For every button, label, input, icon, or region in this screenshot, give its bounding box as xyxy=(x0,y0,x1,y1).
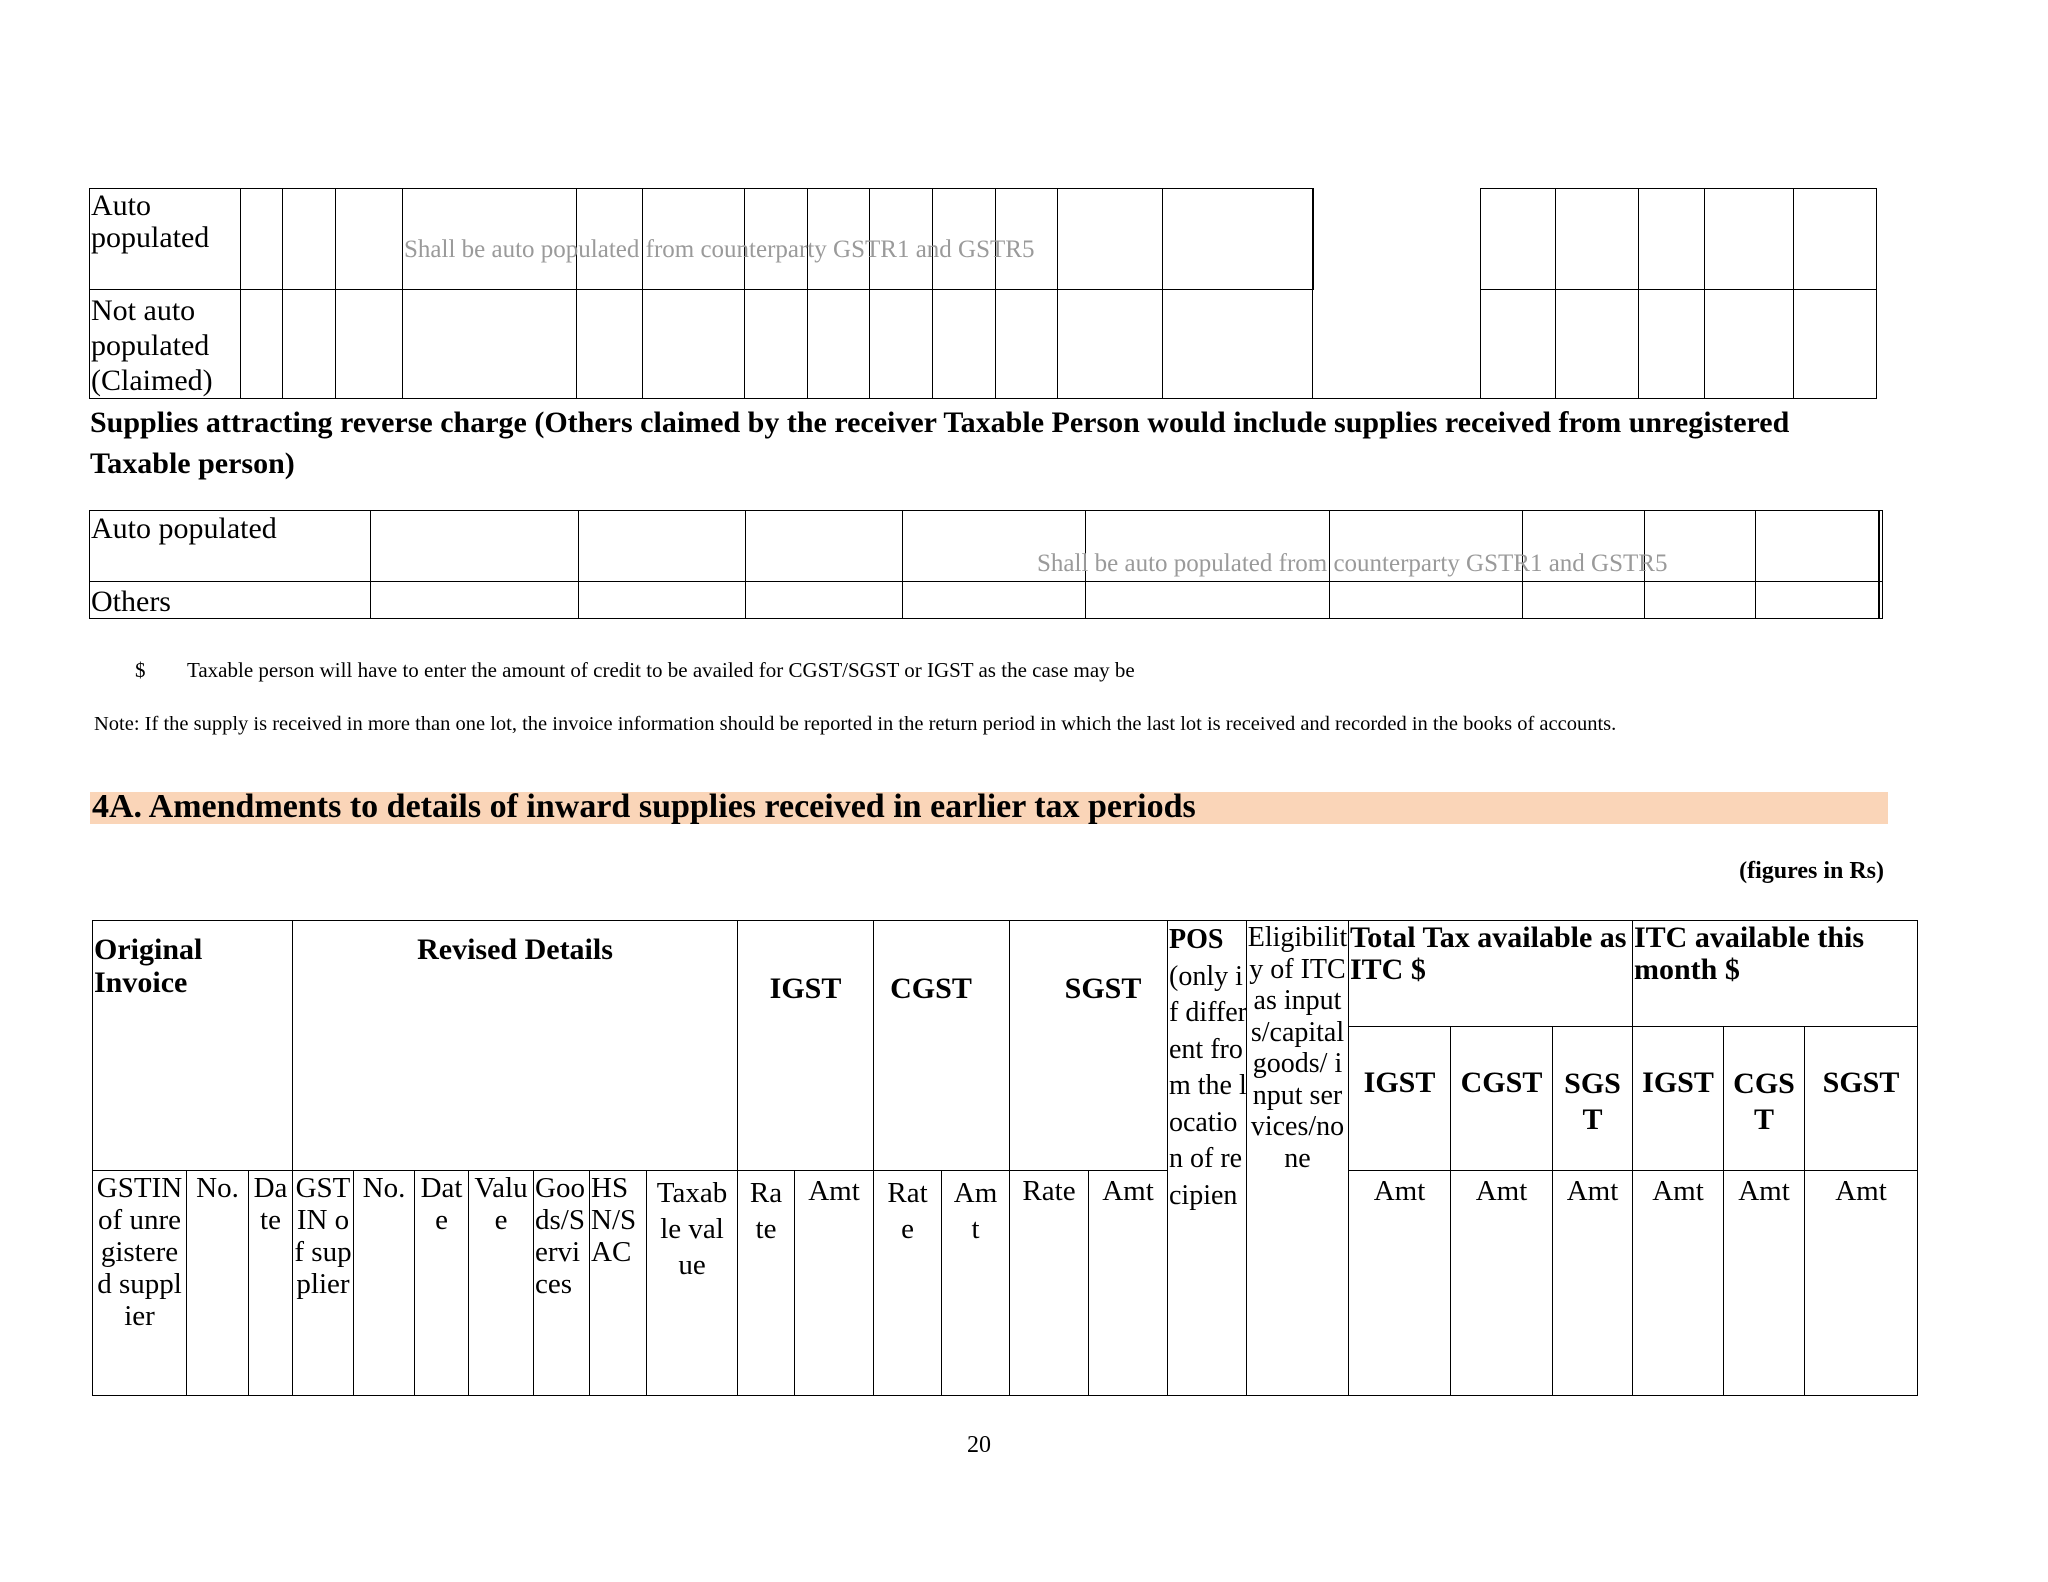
table-cell xyxy=(1162,289,1313,399)
table-cell xyxy=(745,581,903,619)
subheader-taxable-value: Taxable value xyxy=(656,1177,728,1281)
table-cell xyxy=(1638,289,1705,399)
subheader-goods-services: Goods/Services xyxy=(535,1172,585,1300)
row-label-not-auto-populated: Not auto populated (Claimed) xyxy=(91,294,213,397)
subheader-amt: Amt xyxy=(808,1175,860,1207)
header-total-sgst: SGST xyxy=(1564,1067,1621,1136)
table-cell xyxy=(578,510,746,582)
table-cell xyxy=(282,289,336,399)
table-cell xyxy=(335,289,403,399)
row-label-auto-populated: Auto populated xyxy=(91,512,277,545)
subheader-amt: Amt xyxy=(1652,1175,1704,1207)
table-cell xyxy=(869,289,933,399)
table-cell xyxy=(1162,188,1313,290)
subheader-value: Value xyxy=(474,1172,528,1236)
header-cgst: CGST xyxy=(890,972,972,1005)
table-cell xyxy=(642,289,745,399)
subheader-date: Date xyxy=(253,1172,288,1236)
header-original-invoice: Original Invoice xyxy=(94,933,203,999)
table-cell xyxy=(745,510,903,582)
subheader-amt: Amt xyxy=(953,1177,998,1245)
table-cell xyxy=(370,581,579,619)
dollar-symbol: $ xyxy=(135,658,146,682)
subheader-amt: Amt xyxy=(1102,1175,1154,1207)
header-eligibility: Eligibility of ITC as inputs/capital goods/ input services/none xyxy=(1247,922,1348,1174)
subheader-no: No. xyxy=(362,1172,406,1204)
subheader-date: Date xyxy=(420,1172,463,1236)
table-cell xyxy=(240,188,283,290)
subheader-rate: Rate xyxy=(887,1177,928,1245)
dollar-note: Taxable person will have to enter the amount of credit to be availed for CGST/SGST or IGST as the case may be xyxy=(187,658,1135,682)
auto-populated-watermark: Shall be auto populated from counterparty GSTR1 and GSTR5 xyxy=(1037,550,1668,577)
table-cell xyxy=(744,289,808,399)
table-cell xyxy=(902,581,1086,619)
subheader-amt: Amt xyxy=(1475,1175,1528,1207)
row-label-others: Others xyxy=(91,585,171,618)
subheader-hsn-sac: HSN/SAC xyxy=(591,1172,637,1268)
table-cell xyxy=(1522,581,1645,619)
table-cell xyxy=(1057,188,1163,290)
subheader-rate: Rate xyxy=(1022,1175,1076,1207)
supply-lot-note: Note: If the supply is received in more than one lot, the invoice information should be reported in the return period in which the last lot is received and recorded in the books of accounts. xyxy=(94,713,1617,735)
table-cell xyxy=(1312,289,1481,399)
subheader-rate: Rate xyxy=(749,1177,783,1245)
header-itc-cgst: CGST xyxy=(1733,1067,1795,1136)
header-itc-sgst: SGST xyxy=(1822,1066,1900,1099)
table-cell xyxy=(1480,188,1556,290)
page-number: 20 xyxy=(967,1432,991,1458)
table-cell xyxy=(335,188,403,290)
table-cell xyxy=(1644,581,1756,619)
section-4a-title: 4A. Amendments to details of inward supplies received in earlier tax periods xyxy=(92,788,1196,825)
header-pos: POS (only if different from the location of recipien xyxy=(1169,924,1247,1211)
figures-note: (figures in Rs) xyxy=(1739,858,1884,884)
header-revised-details: Revised Details xyxy=(417,933,613,966)
row-label-auto-populated: Auto populated xyxy=(91,189,210,254)
subheader-amt: Amt xyxy=(1373,1175,1426,1207)
table-cell xyxy=(1555,188,1639,290)
table-cell xyxy=(932,289,996,399)
table-cell xyxy=(402,289,577,399)
table-cell xyxy=(737,920,874,1171)
header-itc-igst: IGST xyxy=(1642,1066,1714,1099)
subheader-amt: Amt xyxy=(1738,1175,1790,1207)
table-cell xyxy=(1480,289,1556,399)
header-sgst: SGST xyxy=(1064,972,1142,1005)
table-cell xyxy=(370,510,579,582)
table-cell xyxy=(282,188,336,290)
header-total-igst: IGST xyxy=(1363,1066,1436,1099)
table-cell xyxy=(1555,289,1639,399)
header-total-cgst: CGST xyxy=(1460,1066,1543,1099)
table-cell xyxy=(1793,289,1877,399)
subheader-no: No. xyxy=(196,1172,239,1204)
subheader-amt: Amt xyxy=(1835,1175,1887,1207)
table-cell xyxy=(240,289,283,399)
table-cell xyxy=(1638,188,1705,290)
table-cell xyxy=(1329,581,1523,619)
table-cell xyxy=(1057,289,1163,399)
table-cell xyxy=(1085,581,1330,619)
subheader-gstin-unregistered: GSTIN of unregistered supplier xyxy=(96,1172,183,1332)
header-total-tax: Total Tax available as ITC $ xyxy=(1350,921,1627,986)
subheader-gstin-supplier: GSTIN of supplier xyxy=(294,1172,352,1300)
table-cell xyxy=(1755,510,1883,582)
table-cell xyxy=(576,289,643,399)
header-itc-month: ITC available this month $ xyxy=(1634,921,1865,986)
table-cell xyxy=(1009,920,1168,1171)
table-cell xyxy=(995,289,1058,399)
table-cell xyxy=(578,581,746,619)
table-cell xyxy=(807,289,870,399)
table-cell xyxy=(873,920,1010,1171)
auto-populated-watermark: Shall be auto populated from counterparty GSTR1 and GSTR5 xyxy=(404,236,1035,263)
subheader-amt: Amt xyxy=(1566,1175,1619,1207)
table-cell xyxy=(1755,581,1883,619)
table-cell xyxy=(1704,188,1794,290)
table-cell xyxy=(1793,188,1877,290)
table-cell xyxy=(1704,289,1794,399)
header-igst: IGST xyxy=(769,972,842,1005)
reverse-charge-heading: Supplies attracting reverse charge (Others claimed by the receiver Taxable Person would include supplies received from unregistered Taxable person) xyxy=(90,406,1790,480)
